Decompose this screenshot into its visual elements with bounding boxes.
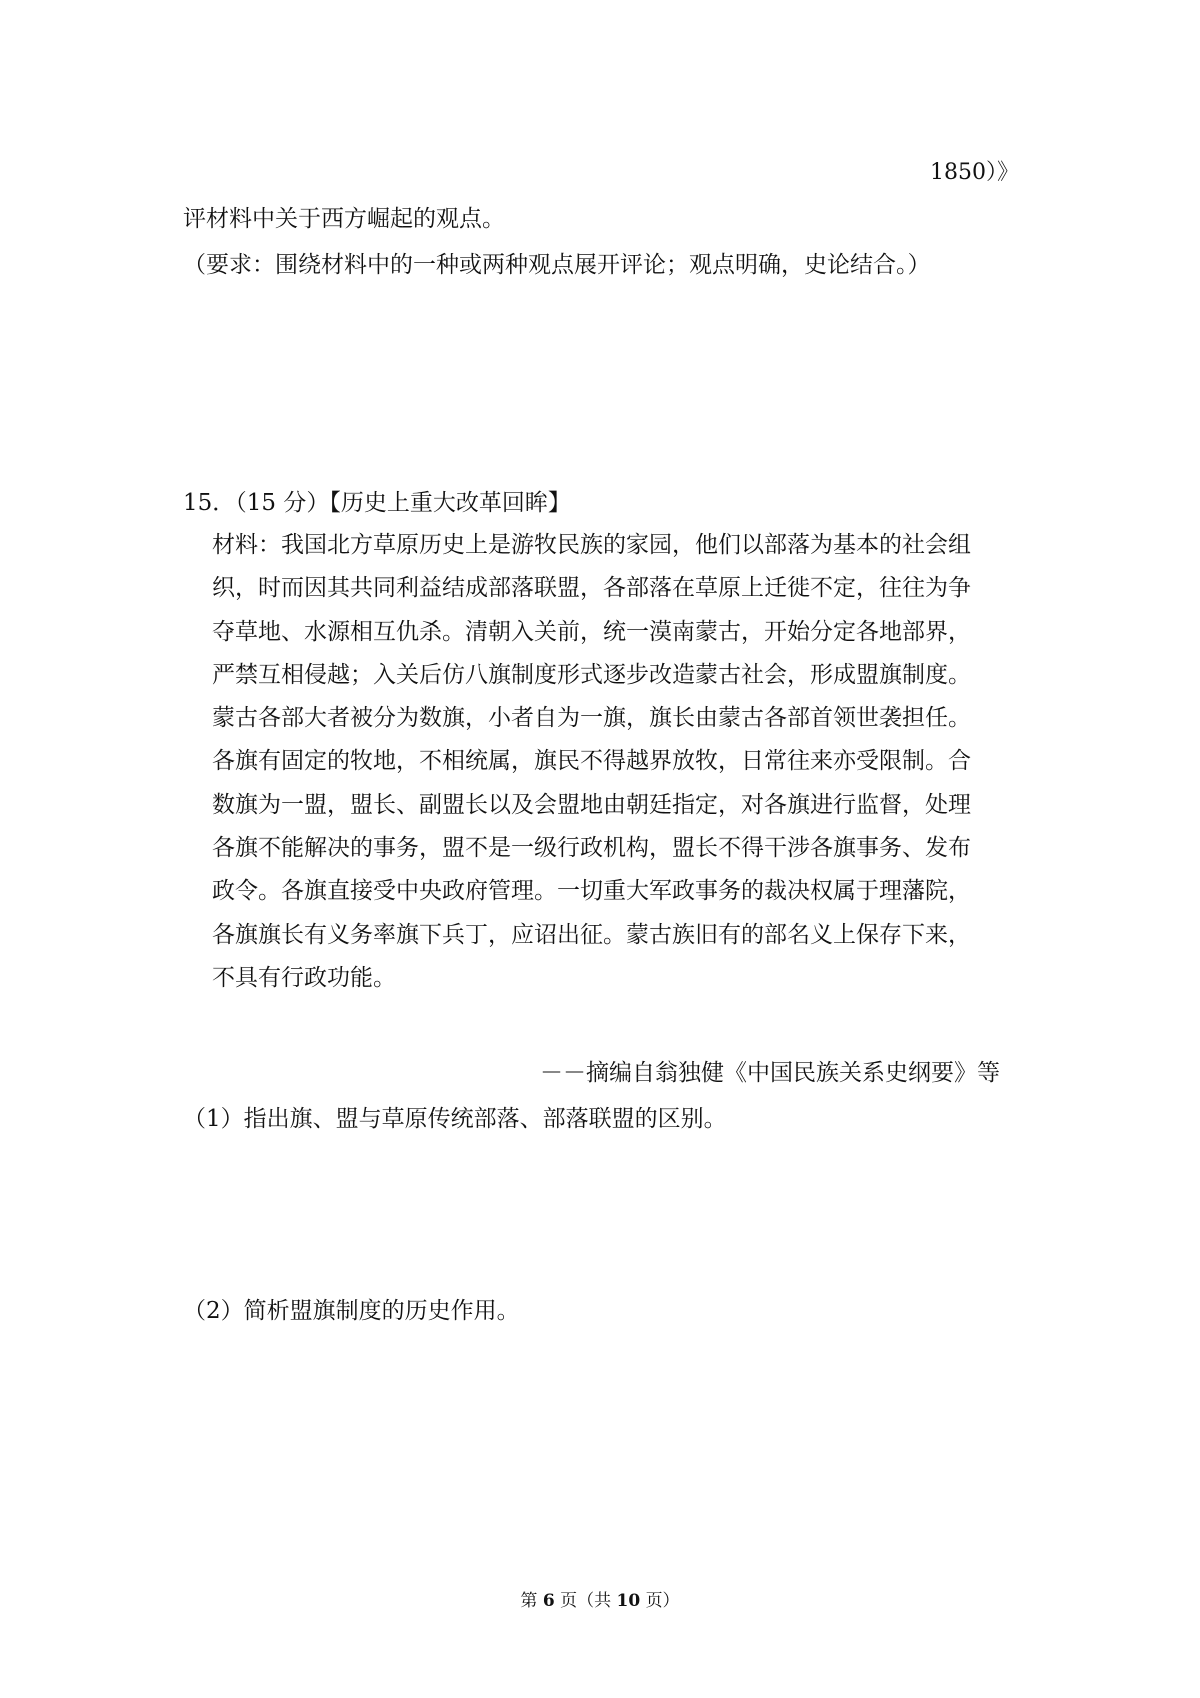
material-line: 蒙古各部大者被分为数旗，小者自为一旗，旗长由蒙古各部首领世袭担任。 (212, 705, 971, 732)
question-15-part-2: （2）简析盟旗制度的历史作用。 (183, 1298, 520, 1324)
footer-page-number: 6 (542, 1591, 555, 1611)
material-line: 各旗旗长有义务率旗下兵丁，应诏出征。蒙古族旧有的部名义上保存下来， (212, 921, 971, 948)
question-14-requirement: （要求：围绕材料中的一种或两种观点展开评论；观点明确，史论结合。） (183, 252, 931, 278)
material-line: 织，时而因其共同利益结成部落联盟，各部落在草原上迁徙不定，往往为争 (212, 575, 971, 602)
footer-middle: 页（共 (560, 1591, 612, 1611)
material-line: 不具有行政功能。 (212, 964, 396, 991)
question-15-title: 15．（15 分）【历史上重大改革回眸】 (183, 490, 571, 516)
footer-total-pages: 10 (616, 1591, 641, 1611)
material-line: 严禁互相侵越；入关后仿八旗制度形式逐步改造蒙古社会，形成盟旗制度。 (212, 661, 971, 688)
material-line: 各旗不能解决的事务，盟不是一级行政机构，盟长不得干涉各旗事务、发布 (212, 835, 971, 862)
question-15-material (212, 530, 1032, 1006)
material-line: 数旗为一盟，盟长、副盟长以及会盟地由朝廷指定，对各旗进行监督，处理 (212, 791, 971, 818)
question-14-prompt: 评材料中关于西方崛起的观点。 (183, 206, 505, 232)
page-footer (0, 1590, 1200, 1612)
footer-prefix: 第 (520, 1591, 538, 1611)
material-line: 材料：我国北方草原历史上是游牧民族的家园，他们以部落为基本的社会组 (212, 532, 971, 558)
material-line: 政令。各旗直接受中央政府管理。一切重大军政事务的裁决权属于理藩院， (212, 878, 971, 905)
carryover-citation: 1850）》 (930, 160, 1019, 185)
material-line: 各旗有固定的牧地，不相统属，旗民不得越界放牧，日常往来亦受限制。合 (212, 748, 971, 775)
question-15-part-1: （1）指出旗、盟与草原传统部落、部落联盟的区别。 (183, 1106, 727, 1132)
material-source: －－摘编自翁独健《中国民族关系史纲要》等 (540, 1060, 1000, 1086)
material-line: 夺草地、水源相互仇杀。清朝入关前，统一漠南蒙古，开始分定各地部界， (212, 618, 971, 645)
footer-suffix: 页） (645, 1591, 680, 1611)
